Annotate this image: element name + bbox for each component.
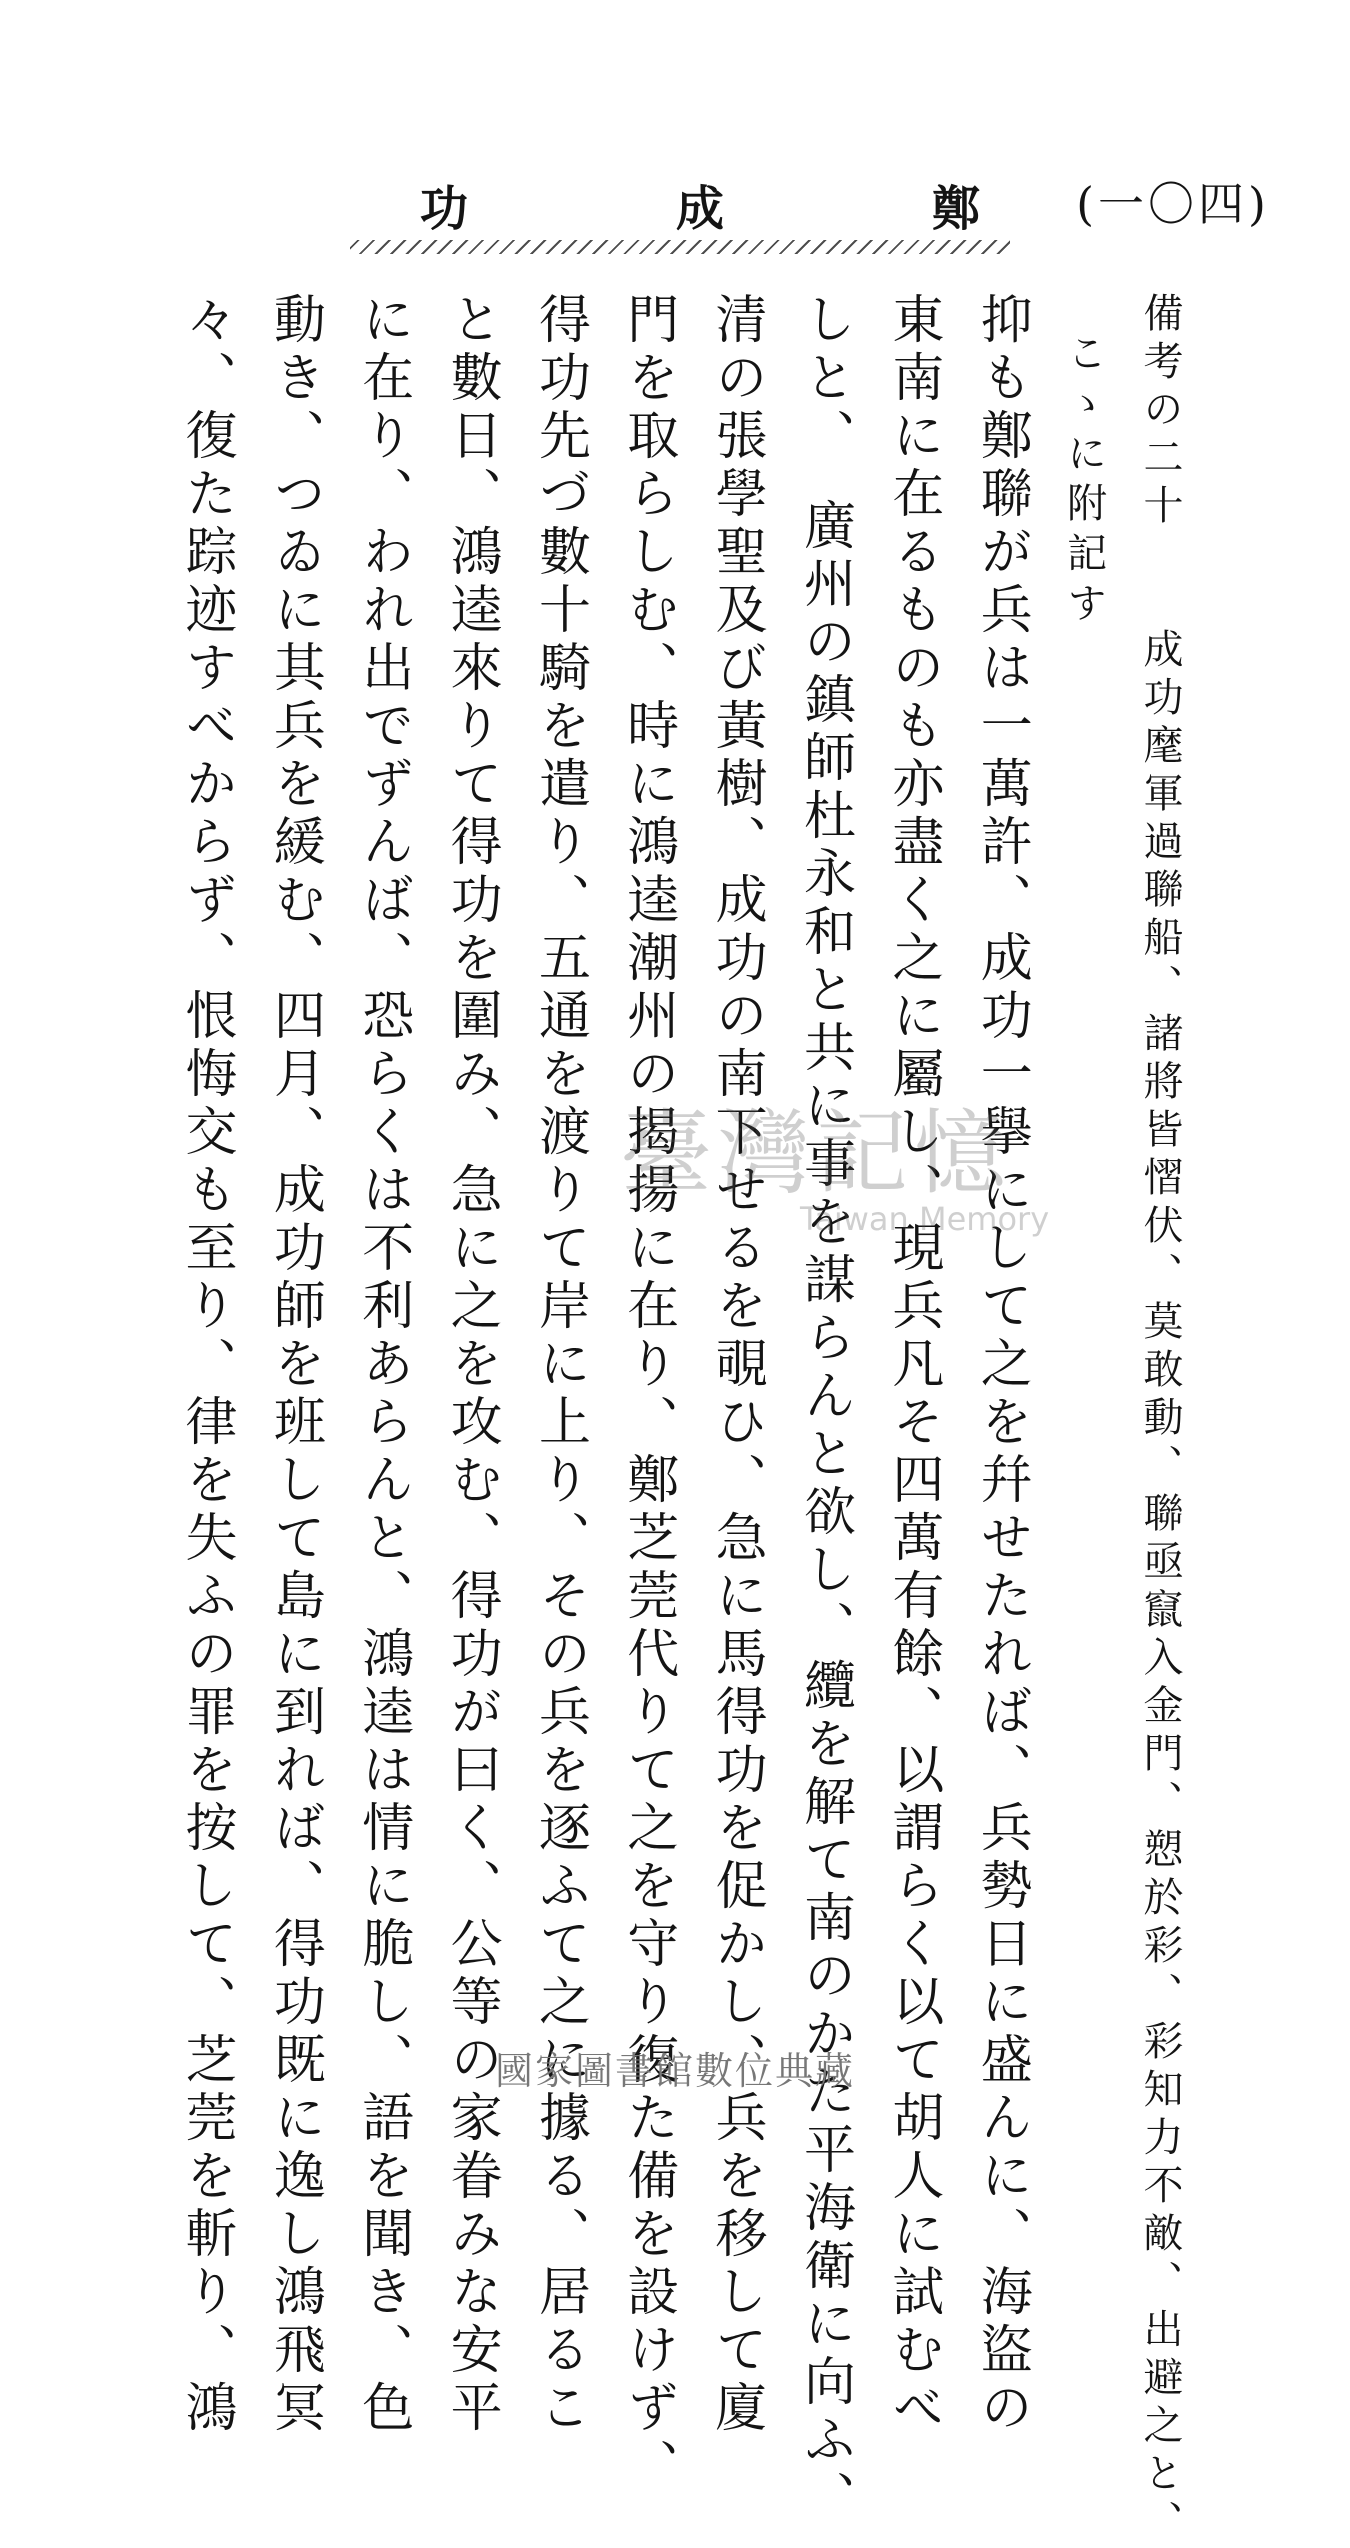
ornamental-rule [350, 240, 1010, 254]
page-number: (一〇四) [1076, 177, 1270, 231]
footer-credit: 國家圖書館數位典藏 [494, 2049, 855, 2093]
watermark-chars: 臺灣記憶 [620, 1100, 1013, 1207]
text-column: しと、 廣州の鎮師杜永和と共に事を謀らんと欲し、纜を解て南のかた平海衛に向ふ、 [794, 292, 855, 2528]
running-title-char: 鄭 [931, 181, 980, 237]
note-column: こゝに附記す [1060, 332, 1107, 632]
text-column: 清の張學聖及び黃樹、成功の南下せるを覗ひ、急に馬得功を促かし、兵を移して廈 [706, 292, 767, 2438]
text-column: と數日、鴻逵來りて得功を圍み、急に之を攻む、得功が曰く、公等の家眷みな安平 [441, 292, 502, 2438]
text-column: 抑も鄭聯が兵は一萬許、成功一擧にして之を幷せたれば、兵勢日に盛んに、海盜の [971, 292, 1032, 2438]
text-column: 々、復た踪迹すべからず、恨悔交も至り、律を失ふの罪を按して、芝莞を斬り、鴻 [176, 292, 236, 2438]
running-title [420, 170, 980, 239]
watermark-latin: Taiwan Memory [800, 1200, 1050, 1238]
text-column: に在り、われ出でずんば、恐らくは不利あらんと、鴻逵は情に脆し、語を聞き、色 [352, 292, 413, 2438]
running-title-char: 功 [420, 181, 469, 237]
note-column: 備考の二十 成功麾軍過聯船、諸將皆慴伏、莫敢動、聯亟竄入金門、愬於彩、彩知力不敵、出避之と、 [1136, 292, 1183, 2548]
text-column: 門を取らしむ、時に鴻逵潮州の揭揚に在り、鄭芝莞代りて之を守り復た備を設けず、 [617, 292, 678, 2496]
running-title-char: 成 [675, 181, 724, 237]
text-column: 東南に在るものも亦盡く之に屬し、現兵凡そ四萬有餘、以謂らく以て胡人に試むべ [882, 292, 943, 2438]
watermark [620, 1080, 1160, 1238]
text-column: 動き、つゐに其兵を緩む、四月、成功師を班して島に到れば、得功既に逸し鴻飛冥 [264, 292, 325, 2438]
text-column: 得功先づ數十騎を遣り、五通を渡りて岸に上り、その兵を逐ふて之に據る、居るこ [529, 292, 590, 2438]
